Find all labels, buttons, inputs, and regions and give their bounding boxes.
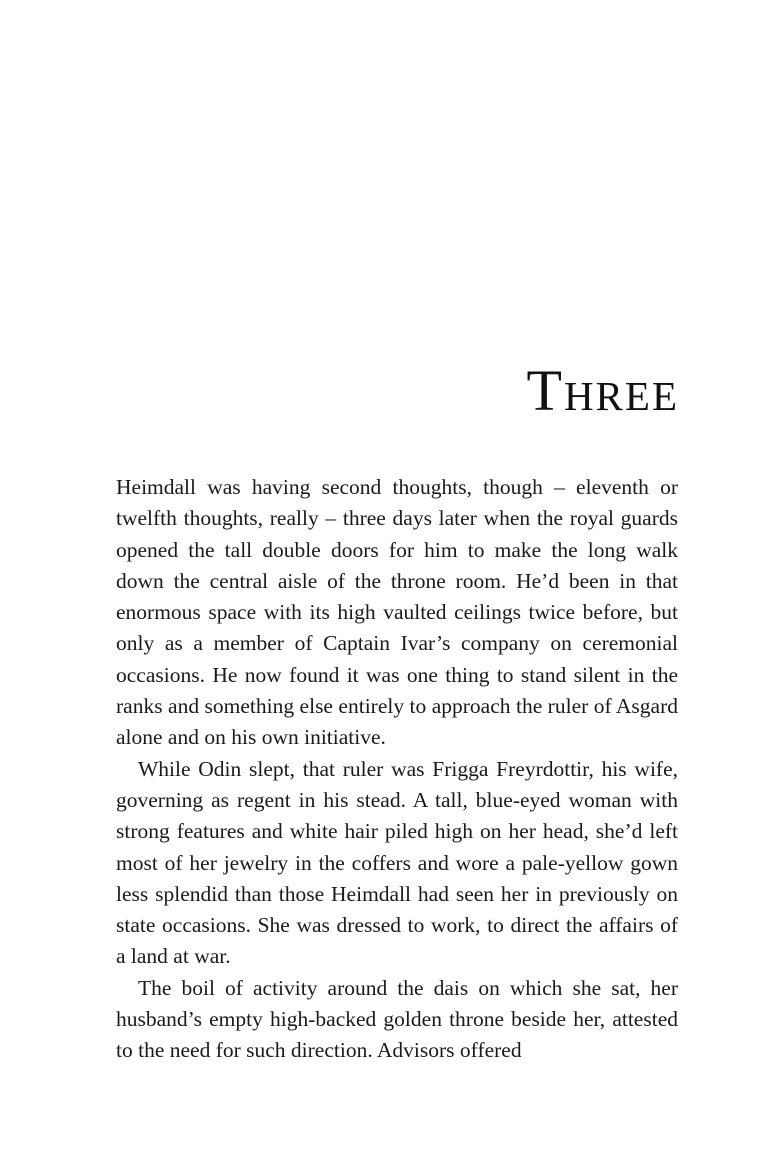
chapter-title: Three (526, 358, 679, 423)
paragraph: While Odin slept, that ruler was Frigga Freyrdottir, his wife, governing as regent in his stead. A tall, blue-eyed woman with strong features and white hair piled high on her head, she’d left most of her jewelry in the coffers and wore a pale-yellow gown less splendid than those Heimdall had seen her in previously on state occasions. She was dressed to work, to direct the affairs of a land at war. (116, 756, 678, 969)
chapter-body (116, 472, 678, 1067)
paragraph: The boil of activity around the dais on which she sat, her husband’s empty high-backed golden throne beside her, attested to the need for such direction. Advisors offered (116, 975, 678, 1063)
paragraph: Heimdall was having second thoughts, though – eleventh or twelfth thoughts, really – three days later when the royal guards opened the tall double doors for him to make the long walk down the central aisle of the throne room. He’d been in that enormous space with its high vaulted ceilings twice before, but only as a member of Captain Ivar’s company on ceremonial occasions. He now found it was one thing to stand silent in the ranks and something else entirely to approach the ruler of Asgard alone and on his own initiative. (116, 475, 678, 750)
